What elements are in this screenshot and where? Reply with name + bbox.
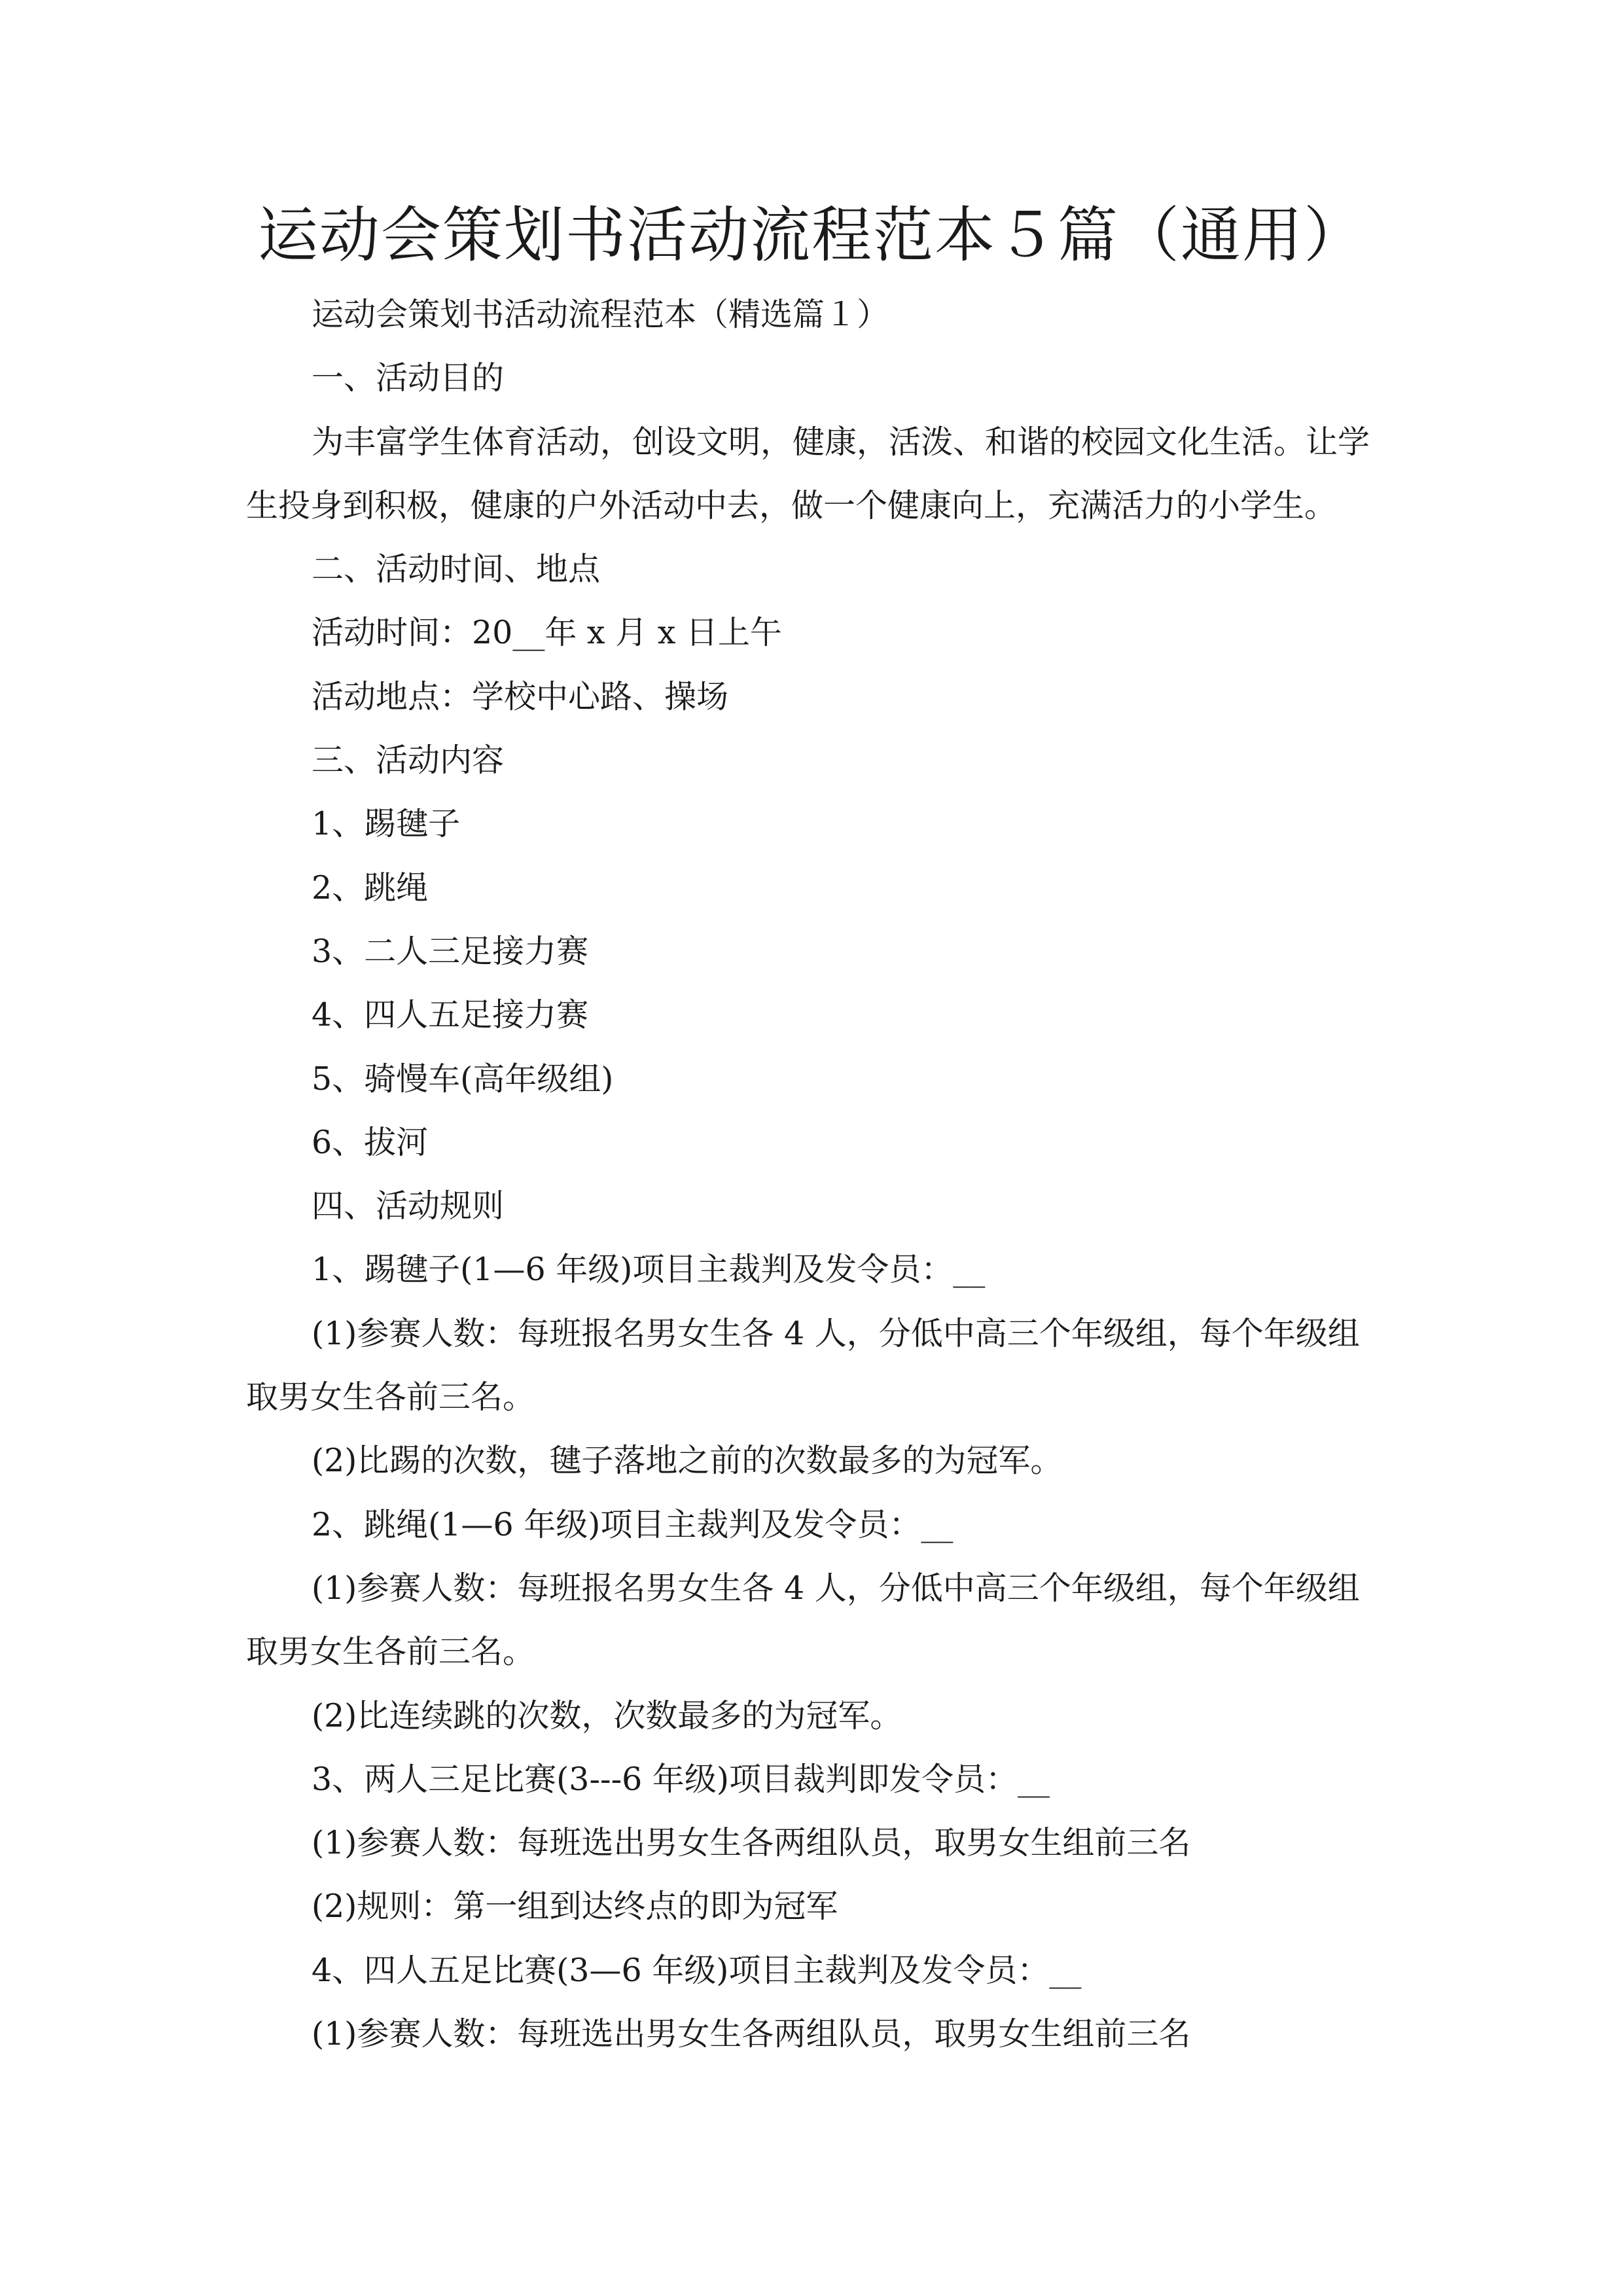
- heading-rules: 四、活动规则: [312, 1187, 505, 1225]
- rule-item: 1、踢毽子(1—6 年级)项目主裁判及发令员：__: [312, 1251, 986, 1289]
- rule-detail: (1)参赛人数：每班报名男女生各 4 人，分低中高三个年级组，每个年级组取男女生各前三名。: [246, 1314, 1360, 1416]
- rule-detail: (1)参赛人数：每班选出男女生各两组队员，取男女生组前三名: [312, 1824, 1191, 1862]
- heading-content: 三、活动内容: [312, 742, 505, 780]
- rule-detail: (1)参赛人数：每班选出男女生各两组队员，取男女生组前三名: [312, 2015, 1191, 2053]
- rule-detail: (1)参赛人数：每班报名男女生各 4 人，分低中高三个年级组，每个年级组取男女生各前三名。: [246, 1569, 1360, 1671]
- rule-detail: (2)比踢的次数，毽子落地之前的次数最多的为冠军。: [312, 1442, 1063, 1480]
- document-title: 运动会策划书活动流程范本５篇（通用）: [257, 200, 1365, 270]
- list-item: 1、踢毽子: [312, 805, 461, 843]
- list-item: 2、跳绳: [312, 869, 429, 906]
- heading-time-place: 二、活动时间、地点: [312, 550, 601, 588]
- list-item: 4、四人五足接力赛: [312, 996, 589, 1034]
- list-item: 5、骑慢车(高年级组): [312, 1060, 614, 1098]
- paragraph-place: 活动地点：学校中心路、操场: [312, 677, 729, 715]
- rule-item: 2、跳绳(1—6 年级)项目主裁判及发令员：__: [312, 1505, 954, 1543]
- rule-detail: (2)规则：第一组到达终点的即为冠军: [312, 1888, 838, 1926]
- list-item: 6、拔河: [312, 1123, 429, 1161]
- paragraph-time: 活动时间：20__年 x 月 x 日上午: [312, 614, 782, 652]
- heading-purpose: 一、活动目的: [312, 359, 505, 397]
- rule-item: 4、四人五足比赛(3—6 年级)项目主裁判及发令员：__: [312, 1951, 1082, 1989]
- rule-detail: (2)比连续跳的次数，次数最多的为冠军。: [312, 1696, 902, 1734]
- document-body: [246, 283, 1378, 2066]
- rule-item: 3、两人三足比赛(3---6 年级)项目裁判即发令员：__: [312, 1760, 1050, 1798]
- list-item: 3、二人三足接力赛: [312, 932, 589, 970]
- paragraph-purpose: 为丰富学生体育活动，创设文明，健康，活泼、和谐的校园文化生活。让学生投身到积极，健康的户外活动中去，做一个健康向上，充满活力的小学生。: [246, 423, 1370, 524]
- section-subtitle: 运动会策划书活动流程范本（精选篇１）: [312, 296, 889, 333]
